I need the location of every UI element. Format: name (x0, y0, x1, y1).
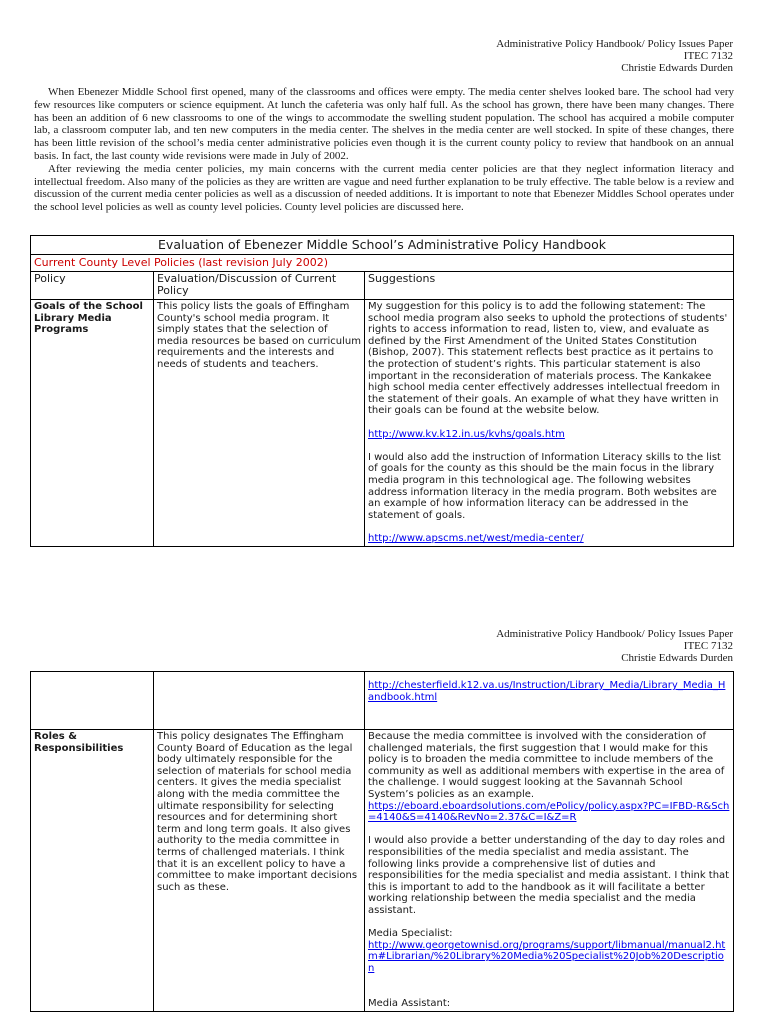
chesterfield-link[interactable]: http://chesterfield.k12.va.us/Instruction/Library_Media/Library_Media_Handbook.html (368, 680, 726, 703)
apscms-link[interactable]: http://www.apscms.net/west/media-center/ (368, 532, 584, 544)
policy-empty (31, 672, 154, 730)
header-title: Administrative Policy Handbook/ Policy Issues Paper (496, 628, 733, 640)
table-title: Evaluation of Ebenezer Middle School’s Administrative Policy Handbook (31, 236, 734, 255)
header-title: Administrative Policy Handbook/ Policy Issues Paper (496, 38, 733, 50)
table-title-row (31, 236, 734, 255)
table-row (31, 730, 734, 1012)
evaluation-goals: This policy lists the goals of Effingham County's school media program. It simply states that the selection of media resources be based on curriculum requirements and the interests and needs of students and teachers. (154, 300, 365, 547)
suggestion-text: I would also provide a better understanding of the day to day roles and responsibilities of the media specialist and media assistant. The following links provide a comprehensive list of duties and responsibilities for the media specialist and media assistant. I think that this is important to add to the handbook as it will facilitate a better working relationship between the media specialist and the media assistant. (368, 835, 730, 916)
suggestions-roles (365, 730, 734, 1012)
header-course: ITEC 7132 (683, 640, 733, 652)
suggestions-goals (365, 300, 734, 547)
suggestion-text: Because the media committee is involved with the consideration of challenged materials, the first suggestion that I would make for this policy is to broaden the media committee to include members of the community as well as additional members with expertise in the area of the challenge. I would suggest looking at the Savannah School System’s policies as an example. (368, 731, 725, 800)
suggestions-continued (365, 672, 734, 730)
header-course: ITEC 7132 (683, 50, 733, 62)
media-specialist-label: Media Specialist: (368, 928, 453, 940)
header-evaluation: Evaluation/Discussion of Current Policy (154, 272, 365, 300)
policy-table (30, 235, 734, 547)
county-note-row (31, 255, 734, 272)
table-header-row (31, 272, 734, 300)
suggestion-text: I would also add the instruction of Information Literacy skills to the list of goals for the county as this should be the main focus in the library media program in this technological age. The following websites address information literacy in the media program. Both websites are an example of how information literacy can be addressed in the statement of goals. (368, 451, 721, 521)
table-row (31, 300, 734, 547)
intro-text (34, 86, 734, 214)
policy-roles: Roles & Responsibilities (31, 730, 154, 1012)
table-row (31, 672, 734, 730)
policy-goals: Goals of the School Library Media Programs (31, 300, 154, 547)
header-author: Christie Edwards Durden (621, 62, 733, 74)
kv-goals-link[interactable]: http://www.kv.k12.in.us/kvhs/goals.htm (368, 428, 565, 440)
media-assistant-label: Media Assistant: (368, 997, 451, 1009)
eboard-link[interactable]: https://eboard.eboardsolutions.com/ePolicy/policy.aspx?PC=IFBD-R&Sch=4140&S=4140&RevNo=2.37&C=I&Z=R (368, 800, 730, 824)
document-page-2 (0, 596, 768, 1024)
georgetown-link[interactable]: http://www.georgetownisd.org/programs/support/libmanual/manual2.htm#Librarian/%20Library%20Media%20Specialist%20Job%20Description (368, 939, 726, 974)
suggestion-text: My suggestion for this policy is to add the following statement: The school media program also seeks to uphold the protections of students' rights to access information to read, listen to, view, and evaluate as defined by the First Amendment of the United States Constitution (Bishop, 2007). This statement reflects best practice as it pertains to the protection of student’s rights. This particular statement is also important in the reconsideration of materials process. The Kankakee high school media center effectively addresses intellectual freedom in the statement of their goals. An example of what they have written in their goals can be found at the website below. (368, 301, 728, 417)
page-break (0, 582, 768, 596)
header-author: Christie Edwards Durden (621, 652, 733, 664)
intro-paragraph-2: After reviewing the media center policies, my main concerns with the current media center policies are that they neglect information literacy and intellectual freedom. Also many of the policies as they are written are vague and need further explanation to be truly effective. The table below is a review and discussion of the current media center policies as well as a discussion of needed additions. It is important to note that Ebenezer Middles School operates under the school level policies as well as county level policies. County level policies are discussed here. (34, 162, 734, 214)
page-header (496, 38, 733, 74)
evaluation-empty (154, 672, 365, 730)
policy-table-continued (30, 671, 734, 1012)
header-policy: Policy (31, 272, 154, 300)
county-note: Current County Level Policies (last revision July 2002) (31, 255, 734, 272)
page-header (496, 628, 733, 664)
header-suggestions: Suggestions (365, 272, 734, 300)
intro-paragraph-1: When Ebenezer Middle School first opened, many of the classrooms and offices were empty. The media center shelves looked bare. The school had very few resources like computers or science equipment. At lunch the cafeteria was only half full. As the school has grown, there have been many changes. There has been an addition of 6 new classrooms to one of the wings to accommodate the swelling student population. The school has acquired a mobile computer lab, a classroom computer lab, and ten new computers in the media center. The shelves in the media center are well stocked. In spite of these changes, there has been little revision of the school’s media center administrative policies even though it is the current county policy to review that handbook on an annual basis. In fact, the last county wide revisions were made in July of 2002. (34, 86, 734, 162)
evaluation-roles: This policy designates The Effingham County Board of Education as the legal body ultimately responsible for the selection of materials for school media centers. It gives the media specialist along with the media committee the ultimate responsibility for selecting resources and for determining short term and long term goals. It also gives authority to the media committee in terms of challenged materials. I think that it is an excellent policy to have a committee to make important decisions such as these. (154, 730, 365, 1012)
